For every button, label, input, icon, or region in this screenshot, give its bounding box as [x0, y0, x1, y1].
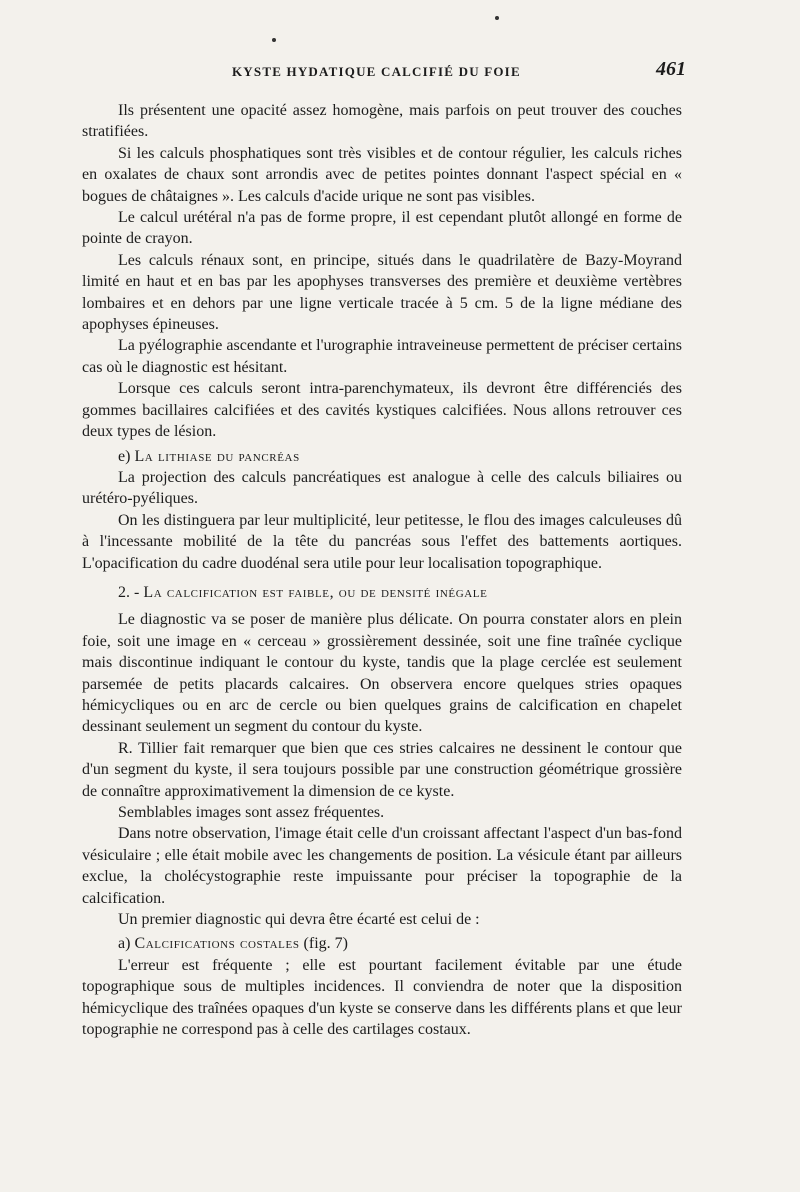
running-title: KYSTE HYDATIQUE CALCIFIÉ DU FOIE — [232, 64, 521, 79]
paragraph: Si les calculs phosphatiques sont très visibles et de contour régulier, les calculs riches en oxalates de chaux sont arrondis avec de petites pointes donnant l'aspect spécial en « bogues de châtaignes ». Les calculs d'acide urique ne sont pas visibles. — [82, 144, 682, 205]
subsection-heading-a — [82, 933, 682, 954]
paragraph: Le calcul urétéral n'a pas de forme propre, il est cependant plutôt allongé en forme de pointe de crayon. — [82, 209, 682, 248]
section-title: La calcification est faible, ou de densité inégale — [143, 583, 488, 601]
page-body — [82, 100, 682, 1040]
print-speck — [495, 16, 499, 20]
section-marker: 2. - — [118, 583, 140, 601]
subsection-title: La lithiase du pancréas — [134, 447, 300, 465]
subsection-title: Calcifications costales — [134, 935, 300, 953]
paragraph: La projection des calculs pancréatiques est analogue à celle des calculs biliaires ou urétéro-pyéliques. — [82, 468, 682, 508]
paragraph: Le diagnostic va se poser de manière plus délicate. On pourra constater alors en plein foie, soit une image en « cerceau » grossièrement dessinée, soit une fine traînée cyclique mais discontinue indiquant le contour du kyste, tandis que la plage cerclée est seulement parsemée de petits placards calcaires. On observera encore quelques stries opaques hémicycliques ou en arc de cercle ou bien quelques grains de calcification en chapelet dessinant seulement un segment du contour du kyste. — [82, 611, 682, 736]
subsection-marker: e) — [118, 447, 131, 465]
section-heading-2 — [82, 582, 682, 603]
page-header — [82, 58, 686, 84]
paragraph: Ils présentent une opacité assez homogène, mais parfois on peut trouver des couches stratifiées. — [82, 102, 682, 141]
paragraph: Un premier diagnostic qui devra être écarté est celui de : — [118, 911, 480, 929]
paragraph: On les distinguera par leur multiplicité, leur petitesse, le flou des images calculeuses dû à l'incessante mobilité de la tête du pancréas sous l'effet des battements aortiques. L'opacification du cadre duodénal sera utile pour leur localisation topographique. — [82, 511, 682, 572]
print-speck — [272, 38, 276, 42]
paragraph: Semblables images sont assez fréquentes. — [118, 804, 385, 821]
paragraph: Lorsque ces calculs seront intra-parenchymateux, ils devront être différenciés des gommes bacillaires calcifiées et des cavités kystiques calcifiées. Nous allons retrouver ces deux types de lésion. — [82, 380, 682, 441]
paragraph: L'erreur est fréquente ; elle est pourtant facilement évitable par une étude topographique sous de multiples incidences. Il conviendra de noter que la disposition hémicyclique des traînées opaques d'un kyste se conserve dans les différents plans et que leur topographie ne correspond pas à celle des cartilages costaux. — [82, 956, 682, 1039]
paragraph: Les calculs rénaux sont, en principe, situés dans le quadrilatère de Bazy-Moyrand limité en haut et en bas par les apophyses transverses des première et deuxième vertèbres lombaires et en dehors par une ligne verticale tracée à 5 cm. 5 de la ligne médiane des apophyses épineuses. — [82, 251, 682, 334]
subsection-heading-e — [82, 446, 682, 467]
paragraph: La pyélographie ascendante et l'urographie intraveineuse permettent de préciser certains cas où le diagnostic est hésitant. — [82, 337, 682, 376]
subsection-marker: a) — [118, 935, 131, 953]
page-number: 461 — [656, 58, 686, 80]
paragraph: Dans notre observation, l'image était celle d'un croissant affectant l'aspect d'un bas-fond vésiculaire ; elle était mobile avec les changements de position. La vésicule étant par ailleurs exclue, la cholécystographie reste impuissante pour préciser la topographie de la calcification. — [82, 825, 682, 907]
paragraph: R. Tillier fait remarquer que bien que ces stries calcaires ne dessinent le contour que d'un segment du kyste, il sera toujours possible par une construction géométrique grossière de connaître approximativement la dimension de ce kyste. — [82, 739, 682, 800]
figure-reference: (fig. 7) — [303, 935, 348, 953]
